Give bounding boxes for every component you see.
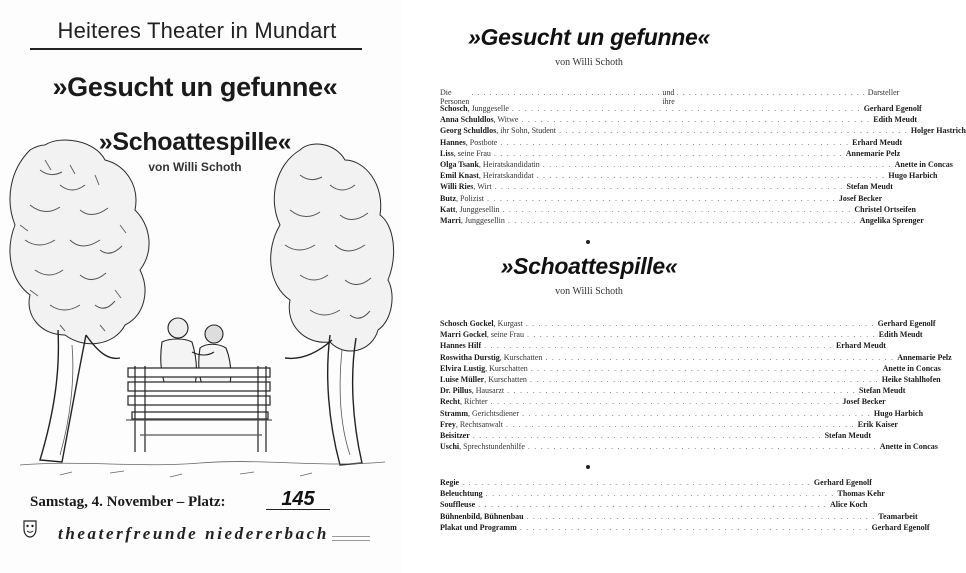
cast-row (440, 204, 916, 216)
cast-header-und-ihre: und ihre (662, 88, 675, 106)
dot-leader: . . . . . . . . . . . . . . . . . . . . . . . . . . . . . . . . . . . . . . . . . . . . . . . . . . . . . . . (542, 159, 892, 169)
role-name: Butz (440, 193, 456, 203)
actor-name: Erhard Meudt (835, 341, 886, 351)
role-name: Hannes (440, 137, 466, 147)
cast-row (440, 397, 886, 408)
role-description: , Postbote (465, 137, 498, 147)
actor-name: Gerhard Egenolf (863, 104, 922, 113)
poster-author: von Willi Schoth (148, 160, 242, 174)
cast-row (440, 159, 953, 171)
actor-name: Anette in Concas (879, 442, 938, 452)
role-description: , Kurgast (493, 319, 523, 328)
role-description: , seine Frau (453, 148, 491, 158)
actor-name: Anette in Concas (894, 159, 953, 169)
section-bullet (586, 465, 590, 469)
cast-row (440, 478, 872, 489)
role-name: Schosch (440, 104, 468, 113)
actor-name: Thomas Kehr (837, 489, 885, 499)
role-description: , Witwe (493, 115, 519, 125)
dot-leader: . . . . . . . . . . . . . . . . . . . . . . . . . . . . . . . . . . . . . . . . . . . . . . . . . . . . . . . (494, 182, 844, 192)
cast-row (440, 522, 930, 534)
dot-leader: . . . . . . . . . . . . . . . . . . . . . . . . . . . . . . . . . . . . . . . . . . . . . . . . . . . . . . . (487, 193, 836, 203)
cast-row (440, 193, 883, 205)
role-description: , Rechtsanwalt (455, 419, 503, 429)
cast-row (440, 104, 922, 115)
cast-row (440, 341, 886, 352)
actor-name: Teamarbeit (878, 511, 918, 521)
role-name: Uschi (440, 442, 460, 452)
cast-row (440, 489, 885, 500)
dot-leader: . . . . . . . . . . . . . . . . . . . . . . . . . . . . . . . . . . . . . . . . . . . . . . . . . . . . . . . (526, 511, 876, 521)
cast-row (440, 363, 941, 375)
program-page (410, 0, 966, 573)
dot-leader: . . . . . . . . . . . . . . . . . . . . . . . . . . . . . . . . . . . . . . . . . . . . . . . . . . . . . . . (507, 215, 857, 225)
cast-row (440, 500, 868, 511)
credits-list (440, 478, 930, 534)
actor-name: Stefan Meudt (846, 182, 893, 192)
dot-leader: . . . . . . . . . . . . . . . . . . . . . . . . . . . . . . . . . . . . . . . . . . . . . . . . . . . . . . . (536, 171, 886, 181)
bench-trees-illustration (0, 130, 402, 490)
dot-leader: . . . . . . . . . . . . . . . . . . . . . . . . . . . . . . . . . . . . . . . . . . . . . . . . . . . . . . . (525, 319, 875, 328)
role-name: Marri (440, 215, 461, 225)
role-description: , Junggesellin (455, 204, 500, 214)
role-description: , Wirt (473, 182, 492, 192)
actor-name: Angelika Sprenger (859, 215, 924, 225)
role-name: Beleuchtung (440, 489, 483, 499)
cast-row (440, 215, 924, 227)
right-tree-icon (271, 144, 394, 351)
role-name: Bühnenbild, Bühnenbau (440, 511, 524, 521)
role-name: Olga Tsank (440, 159, 479, 169)
role-name: Schosch Gockel (440, 319, 494, 328)
role-description: , Kurschatten (485, 363, 528, 373)
role-name: Regie (440, 478, 460, 487)
play2-cast-list (440, 319, 952, 453)
play1-cast-list (440, 104, 966, 227)
actor-name: Stefan Meudt (824, 430, 872, 440)
cast-row (440, 386, 906, 397)
dot-leader: . . . . . . . . . . . . . . . . . . . . . . . . . . . . . . . . . . . . . . . . . . . . . . . . . . . . . . . (472, 430, 822, 440)
actor-name: Anette in Concas (882, 363, 941, 373)
role-name: Katt (440, 204, 456, 214)
dot-leader: . . . . . . . . . . . . . . . . . . . . . . . . . . . . . . . . . . . . . . . . . . . . . . . . . . . . . . . (505, 419, 855, 429)
headline-underline (30, 48, 362, 50)
role-description: , Junggesellin (460, 215, 505, 225)
dot-leader: . . . . . . . . . . . . . . . . . . . . . . . . . . . . . . . . . . . . . . . . . . . . . . . . . . . . . . . (526, 330, 876, 340)
role-name: Liss (440, 148, 454, 158)
role-description: , Junggeselle (467, 104, 509, 113)
dot-leader: . . . . . . . . . . . . . . . . . . . . . . . . . . . . . . . . . . . . . . . . . . . . . . . . . . . . . . . (478, 500, 827, 510)
role-name: Luise Müller (440, 374, 485, 384)
actor-name: Erik Kaiser (857, 419, 898, 429)
role-description: , Kurschatten (484, 374, 527, 384)
dot-leader: . . . . . . . . . . . . . . . . . . . . . . . . . . . . . . . . . . . . . . . . . . . . . . . . . . . . . . . (545, 352, 895, 362)
role-name: Willi Ries (440, 182, 474, 192)
club-logo: theaterfreunde niedererbach (58, 524, 329, 543)
seat-number: 145 (266, 488, 330, 510)
role-description: , seine Frau (486, 330, 524, 340)
poster-play1-title: »Gesucht un gefunne« (52, 72, 338, 102)
dot-leader: . . . . . . . . . . . . . . . . . . . . . . . . . . . . . . . . . . . . . . . . . . . . . . . . . . . . . . . (529, 374, 879, 384)
dot-leader: . . . . . . . . . . . . . . . . . . . . . . . . . . . . . . . . . . . . . . . . . . . . . . . . . . . . . . . (559, 126, 908, 136)
actor-name: Stefan Meudt (858, 386, 906, 396)
poster-page (0, 0, 402, 573)
cast-row (440, 408, 924, 420)
cast-row (440, 430, 872, 442)
performance-date: Samstag, 4. November – Platz: (30, 494, 226, 510)
role-description: , Heiratskandidatin (478, 159, 540, 169)
dot-leader: . . . . . . . . . . . . . . . . . . . . . . . . . . . . . . . . . . . . . . . . . . . . . . . . . . . . . . . (502, 204, 852, 214)
printer-imprint (332, 536, 370, 548)
cast-row (440, 171, 938, 182)
cast-row (440, 330, 923, 341)
dot-leader: . . . . . . . . . . . . . . . . . . . . . . . . . . . . . . . . . . . . . . . . . . . . . . . . . . . . . . . (507, 386, 856, 396)
role-name: Stramm (440, 408, 468, 418)
role-name: Dr. Pillus (440, 386, 472, 396)
cast-row (440, 442, 938, 453)
role-name: Elvira Lustig (440, 363, 486, 373)
program-play2-title: »Schoattespille« (500, 253, 678, 279)
program-play1-title: »Gesucht un gefunne« (468, 24, 710, 50)
role-description: , ihr Sohn, Student (496, 126, 557, 136)
actor-name: Alice Koch (829, 500, 868, 510)
cast-header-personen: Die Personen (440, 88, 470, 106)
actor-name: Christel Ortseifen (854, 204, 916, 214)
left-tree-icon (10, 140, 149, 344)
actor-name: Josef Becker (842, 397, 886, 407)
right-trunk-icon (285, 335, 362, 465)
poster-play2-title: »Schoattespille« (98, 128, 292, 156)
role-description: , Richter (460, 397, 488, 407)
cast-row (440, 319, 936, 330)
dot-leader: . . . . . . . . . . . . . . . . . . . . . . . . . . . . . . . . . . . . . . . . . . . . . . . . . . . . . . . (462, 478, 811, 487)
ground-icon (20, 462, 385, 477)
role-name: Emil Knast (440, 171, 479, 181)
role-name: Roswitha Durstig (440, 352, 500, 362)
role-description: , Sprechstundenhilfe (459, 442, 525, 452)
role-name: Georg Schuldlos (440, 126, 497, 136)
dot-leader: . . . . . . . . . . . . . . . . . . . . . . . . . . . . . . . . . . . . . . . . . . . . . . . . . . . . . . . (521, 115, 871, 125)
left-trunk-icon (40, 330, 120, 462)
cast-row (440, 182, 893, 193)
actor-name: Gerhard Egenolf (871, 522, 930, 532)
actor-name: Hugo Harbich (873, 408, 924, 418)
cast-row (440, 511, 918, 523)
dot-leader: . . . . . . . . . . . . . . . . . . . . . . . . . . . . . . . . . . . . . . . . . . . . . . . . . . . . . . . (485, 489, 835, 499)
actor-name: Gerhard Egenolf (813, 478, 872, 487)
cast-row (440, 126, 966, 137)
role-description: , Hausarzt (471, 386, 505, 396)
actor-name: Josef Becker (838, 193, 883, 203)
dot-leader: . . . . . . . . . . . . . . . . . . . . . . . . . . . . . . . . . . . . . . . . . . . . . . . . . . . . . . . (500, 137, 850, 147)
dot-leader: . . . . . . . . . . . . . . . . . . . . . . . . . . . . . . . . . . . . . . . . . . . . . . . . . . . . . . . (484, 341, 833, 351)
dot-leader: . . . . . . . . . . . . . . . . . . . . . . . . . . . . . . . . . . . . . . . . . . . . . . . . . . . . . . . (493, 148, 843, 158)
role-name: Plakat und Programm (440, 522, 517, 532)
role-name: Anna Schuldlos (440, 115, 494, 125)
dot-leader: . . . . . . . . . . . . . . . . . . . . . . . . . . . . . . . . . . . . . . . . . . . . . . . . . . . . . . . (519, 522, 869, 532)
role-name: Souffleuse (440, 500, 476, 510)
dot-leader: . . . . . . . . . . . . . . . . . . . . . . . . . . . . . . . . . . . . . . . . . . . . . . . . . . . . . . . (511, 104, 861, 113)
actor-name: Annemarie Pelz (845, 148, 901, 158)
program-play1-author: von Willi Schoth (555, 57, 623, 68)
actor-name: Edith Meudt (878, 330, 923, 340)
role-description: , Gerichtsdiener (468, 408, 520, 418)
cast-header: Die Personen . . . . . . . . . . . . . . . . . . . . . . . . . . . . . . . . und ihre . . . . . . . . . . . . . . . . . . . . . . . . . . . . . . . . Darsteller (440, 88, 900, 106)
role-name: Beisitzer (440, 430, 470, 440)
program-play2-author: von Willi Schoth (555, 286, 623, 297)
dot-leader: . . . . . . . . . . . . . . . . . . . . . . . . . . . . . . . . . . . . . . . . . . . . . . . . . . . . . . . (490, 397, 840, 407)
cast-row (440, 374, 941, 386)
actor-name: Heike Stahlhofen (881, 374, 941, 384)
cast-header-darsteller: Darsteller (867, 88, 900, 97)
cast-row (440, 352, 952, 364)
dot-leader: . . . . . . . . . . . . . . . . . . . . . . . . . . . . . . . . . . . . . . . . . . . . . . . . . . . . . . . (527, 442, 877, 452)
actor-name: Gerhard Egenolf (877, 319, 936, 328)
actor-name: Erhard Meudt (852, 137, 903, 147)
theater-mask-icon (22, 519, 38, 539)
role-name: Frey (440, 419, 456, 429)
role-description: , Heiratskandidat (478, 171, 534, 181)
bench-icon (126, 366, 272, 452)
role-description: , Kurschatten (499, 352, 543, 362)
role-description: , Polizist (456, 193, 485, 203)
cast-row (440, 115, 918, 126)
actor-name: Annemarie Pelz (897, 352, 952, 362)
dot-leader: . . . . . . . . . . . . . . . . . . . . . . . . . . . . . . . . . . . . . . . . . . . . . . . . . . . . . . . (522, 408, 871, 418)
actor-name: Holger Hastrich (910, 126, 966, 136)
actor-name: Edith Meudt (873, 115, 918, 125)
poster-headline: Heiteres Theater in Mundart (57, 18, 337, 43)
role-name: Marri Gockel (440, 330, 487, 340)
role-name: Recht (440, 397, 460, 407)
actor-name: Hugo Harbich (888, 171, 938, 181)
cast-row (440, 419, 898, 431)
cast-row (440, 148, 901, 160)
role-name: Hannes Hilf (440, 341, 482, 351)
dot-leader: . . . . . . . . . . . . . . . . . . . . . . . . . . . . . . . . . . . . . . . . . . . . . . . . . . . . . . . (530, 363, 880, 373)
cast-row (440, 137, 903, 149)
section-bullet (586, 240, 590, 244)
